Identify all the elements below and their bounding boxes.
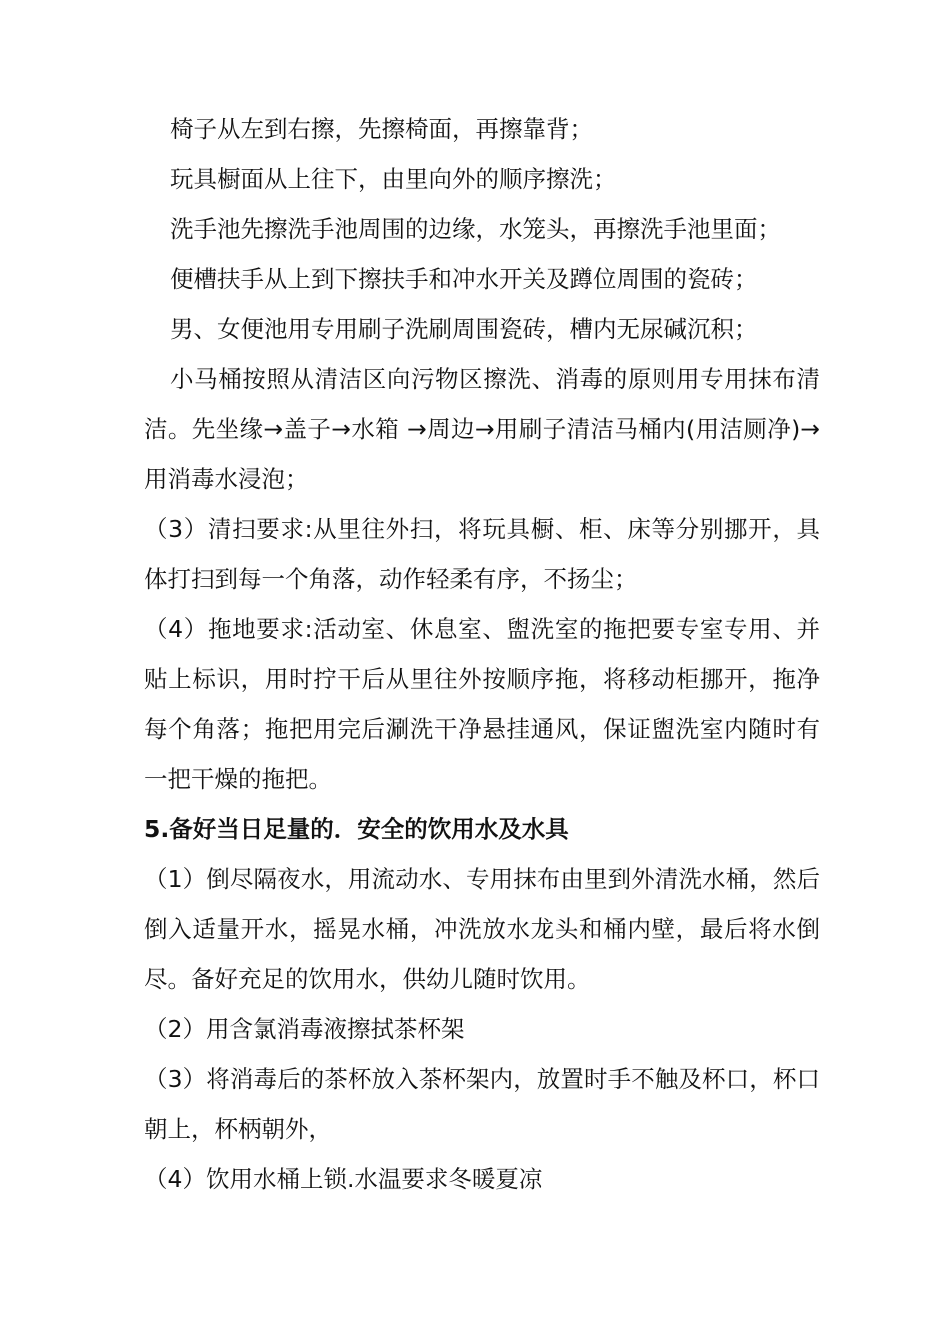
paragraph-sweeping: （3）清扫要求:从里往外扫，将玩具橱、柜、床等分别挪开，具体打扫到每一个角落，动作轻柔有序，不扬尘； [144,515,820,593]
paragraph-toilet-handrail: 便槽扶手从上到下擦扶手和冲水开关及蹲位周围的瓷砖； [170,265,758,293]
paragraph-cups: （3）将消毒后的茶杯放入茶杯架内，放置时手不触及杯口，杯口朝上，杯柄朝外， [144,1065,820,1143]
paragraph-bucket-lock: （4）饮用水桶上锁.水温要求冬暖夏凉 [144,1165,543,1193]
paragraph-small-toilet: 小马桶按照从清洁区向污物区擦洗、消毒的原则用专用抹布清洁。先坐缘→盖子→水箱 →周边→用刷子清洁马桶内(用洁厕净)→用消毒水浸泡； [144,365,820,493]
section-heading-drinking-water: 5.备好当日足量的．安全的饮用水及水具 [144,815,569,843]
paragraph-mopping: （4）拖地要求:活动室、休息室、盥洗室的拖把要专室专用、并贴上标识，用时拧干后从里往外按顺序拖，将移动柜挪开，拖净每个角落；拖把用完后涮洗干净悬挂通风，保证盥洗室内随时有一把干燥的拖把。 [144,615,820,793]
paragraph-toy-cabinet: 玩具橱面从上往下，由里向外的顺序擦洗； [170,165,617,193]
paragraph-wash-basin: 洗手池先擦洗手池周围的边缘，水笼头，再擦洗手池里面； [170,215,781,243]
paragraph-chair-wiping: 椅子从左到右擦，先擦椅面，再擦靠背； [170,115,593,143]
document-body [144,104,820,1204]
paragraph-water-bucket: （1）倒尽隔夜水，用流动水、专用抹布由里到外清洗水桶，然后倒入适量开水，摇晃水桶，冲洗放水龙头和桶内壁，最后将水倒尽。备好充足的饮用水，供幼儿随时饮用。 [144,865,820,993]
paragraph-urinal: 男、女便池用专用刷子洗刷周围瓷砖，槽内无尿碱沉积； [170,315,758,343]
paragraph-cup-rack: （2）用含氯消毒液擦拭茶杯架 [144,1015,465,1043]
